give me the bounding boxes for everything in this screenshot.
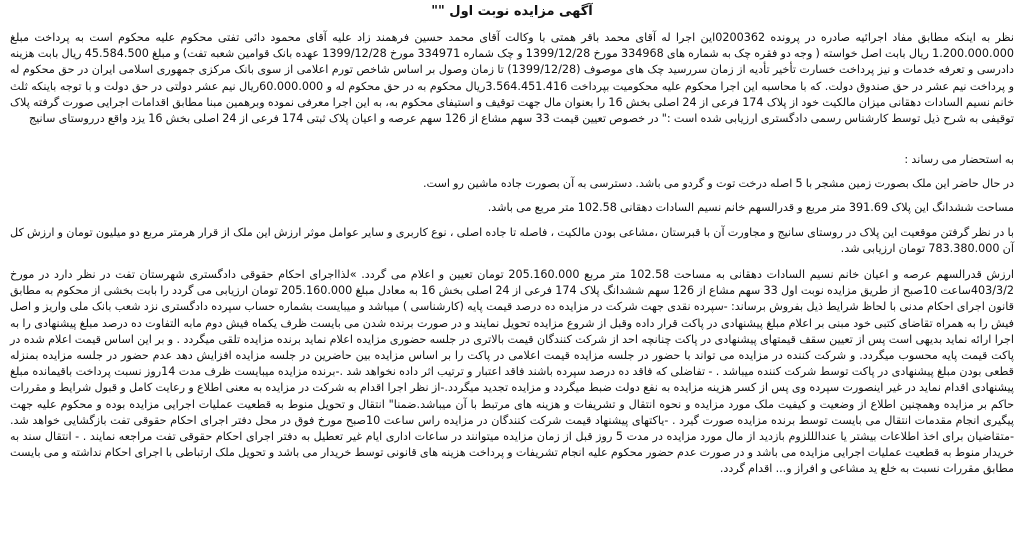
notice-line: به استحضار می رساند :: [904, 153, 1014, 166]
valuation-paragraph: با در نظر گرفتن موقعیت این پلاک در روستای سانیج و مجاورت آن با قبرستان ،مشاعی بودن مالکیت ، فاصله تا جاده اصلی ، نوع کاربری و سایر عوامل موثر ارزش این ملک از قرار هرمتر مربع دو میلیون تومان و ارزش کل آن 783.380.000 تومان ارزیابی شد.: [10, 225, 1014, 255]
intro-paragraph: نظر به اینکه مطابق مفاد اجرائیه صادره در پرونده 0200362این اجرا له آقای محمد باقر همتی با وکالت آقای محمد حسین فرهمند زاد علیه آقای محمود دائی تفتی محکوم علیه محکوم است به پرداخت مبلغ 1.200.000.000 ریال بابت اصل خواسته ( وجه دو فقره چک به شماره های 334968 مورخ 1399/12/28 و چک شماره 334971 مورخ 1399/12/28 عهده بانک قوامین شعبه تفت) و مبلغ 45.584.500 ریال بابت هزینه دادرسی و تعرفه خدمات و نیز پرداخت خسارت تأخیر تأدیه از زمان سررسید چک های موصوف (1399/12/28) تا زمان وصول بر اساس شاخص تورم اعلامی از سوی بانک مرکزی جمهوری اسلامی ایران در حق محکوم له و پرداخت نیم عشر در حق صندوق دولت. که با محاسبه این اجرا محکوم علیه محکومیت بپرداخت 3.564.451.416ریال محکوم به در حق محکوم له و 60.000.000ریال نیم عشر دولتی در حق دولت و با توجه باینکه ثلث خانم نسیم السادات دهقانی میزان مالکیت خود از پلاک 174 فرعی از 24 اصلی بخش 16 را بعنوان مال جهت توقیف و استیفای محکوم به، به این اجرا معرفی نموده وبرهمین مبنا مطابق اقدامات اجرایی صورت گرفته پلاک توقیفی به شرح ذیل توسط کارشناس رسمی دادگستری ارزیابی شده است :" در خصوص تعیین قیمت 33 سهم مشاع از 126 سهم عرصه و اعیان پلاک ثبتی 174 فرعی از 24 اصلی بخش 16 یزد واقع درروستای سانیج: [10, 31, 1014, 126]
property-area: مساحت ششدانگ این پلاک 391.69 متر مربع و قدرالسهم خانم نسیم السادات دهقانی 102.58 متر مربع می باشد.: [487, 201, 1014, 215]
property-description: در حال حاضر این ملک بصورت زمین مشجر با 5 اصله درخت توت و گردو می باشد. دسترسی به آن بصورت جاده ماشین رو است.: [422, 177, 1014, 191]
auction-terms-paragraph: ارزش قدرالسهم عرصه و اعیان خانم نسیم السادات دهقانی به مساحت 102.58 متر مربع 205.160.000 تومان تعیین و اعلام می گردد. »لذااجرای احکام حقوقی دادگستری شهرستان تفت در نظر دارد در مورخ 403/3/2ساعت 10صبح از طریق مزایده نوبت اول 33 سهم مشاع از 126 سهم ششدانگ پلاک 174 فرعی از 24 اصلی بخش 16 به معادل مبلغ 205.160.000 تومان ارزیابی می گردد را بابت بخشی از محکوم به مطابق قانون اجرای احکام مدنی با لحاظ شرایط ذیل بفروش برساند: -سپرده نقدی جهت شرکت در مزایده ده درصد قیمت پایه (کارشناسی ) میباشد و میبایست بشماره حساب سپرده دادگستری نزد شعب بانک ملی واریز و اصل فیش را به همراه تقاضای کتبی خود مبنی بر اعلام مبلغ پیشنهادی در پاکت قرار داده وقبل از شروع مزایده تحویل نمایند و در صورت برنده شدن می بایست ظرف یکماه فیش دوم مابه التفاوت ده درصد مبلغ پیشنهادی را به اجرا ارائه نماید بدیهی است پس از تعیین سقف قیمتهای پیشنهادی در پاکت چنانچه احد از شرکت کنندگان قیمت بالاتری در جلسه حضوری مزایده اعلام نماید برنده مزایده تلقی میگردد . و بر این اساس قیمت اعلام شده در پاکت قیمت پایه محسوب میگردد. و شرکت کننده در مزایده می تواند با حضور در جلسه مزایده قیمت اعلامی در پاکت را بر اساس مزایده بین حاضرین در جلسه مزایده افزایش دهد عدم حضور در جلسه مزایده بمنزله قطعی بودن مبلغ پیشنهادی در پاکت توسط شرکت کننده میباشد . - تفاضلی که فاقد ده درصد سپرده باشند فاقد اعتبار و ترتیب اثر داده نخواهد شد .-برنده مزایده میبایست ظرف مدت 14روز نسبت پرداخت باقیمانده مبلغ پیشنهادی اقدام نماید در غیر اینصورت سپرده وی پس از کسر هزینه مزایده به نفع دولت ضبط میگردد و مزایده تجدید میگردد.-از نظر اجرا اقدام به شرکت در مزایده به معنی اطلاع و رعایت کامل و قبول شرایط و مقررات حاکم بر مزایده وهمچنین اطلاع از وضعیت و کیفیت ملک مورد مزایده و نحوه انتقال و تشریفات و هزینه های مرتبط با آن میباشد.ضمنا" انتقال و تحویل منوط به قطعیت عملیات اجرایی مزایده بوده و محکوم علیه جهت پیگیری انجام مقدمات انتقال می بایست توسط برنده مزایده صورت گیرد . -یاکتهای پیشنهاد قیمت شرکت کنندگان در مزایده راس ساعت 10صبح مورخ فوق در محل دفتر اجرای احکام حقوقی تفت بازگشایی خواهد شد. -متقاضیان برای اخذ اطلاعات بیشتر یا عندالللزوم بازدید از مال مورد مزایده در مدت 5 روز قبل از زمان مزایده میتوانند در ساعات اداری ایام غیر تعطیل به دفتر اجرای احکام حقوقی تفت مراجعه نمایند . - انتقال سند به خریدار منوط به قطعیت عملیات اجرایی مزایده می باشد و در صورت عدم حضور محکوم علیه انجام تشریفات و پرداخت هزینه های قانونی توسط خریدار می باشد و تحویل ملک ارتباطی با اجرای احکام نداشته و می بایست مطابق مقررات نسبت به خلع ید مشاعی و افراز و... اقدام گردد.: [10, 268, 1015, 476]
notice-title: آگهی مزایده نوبت اول "": [431, 4, 593, 19]
